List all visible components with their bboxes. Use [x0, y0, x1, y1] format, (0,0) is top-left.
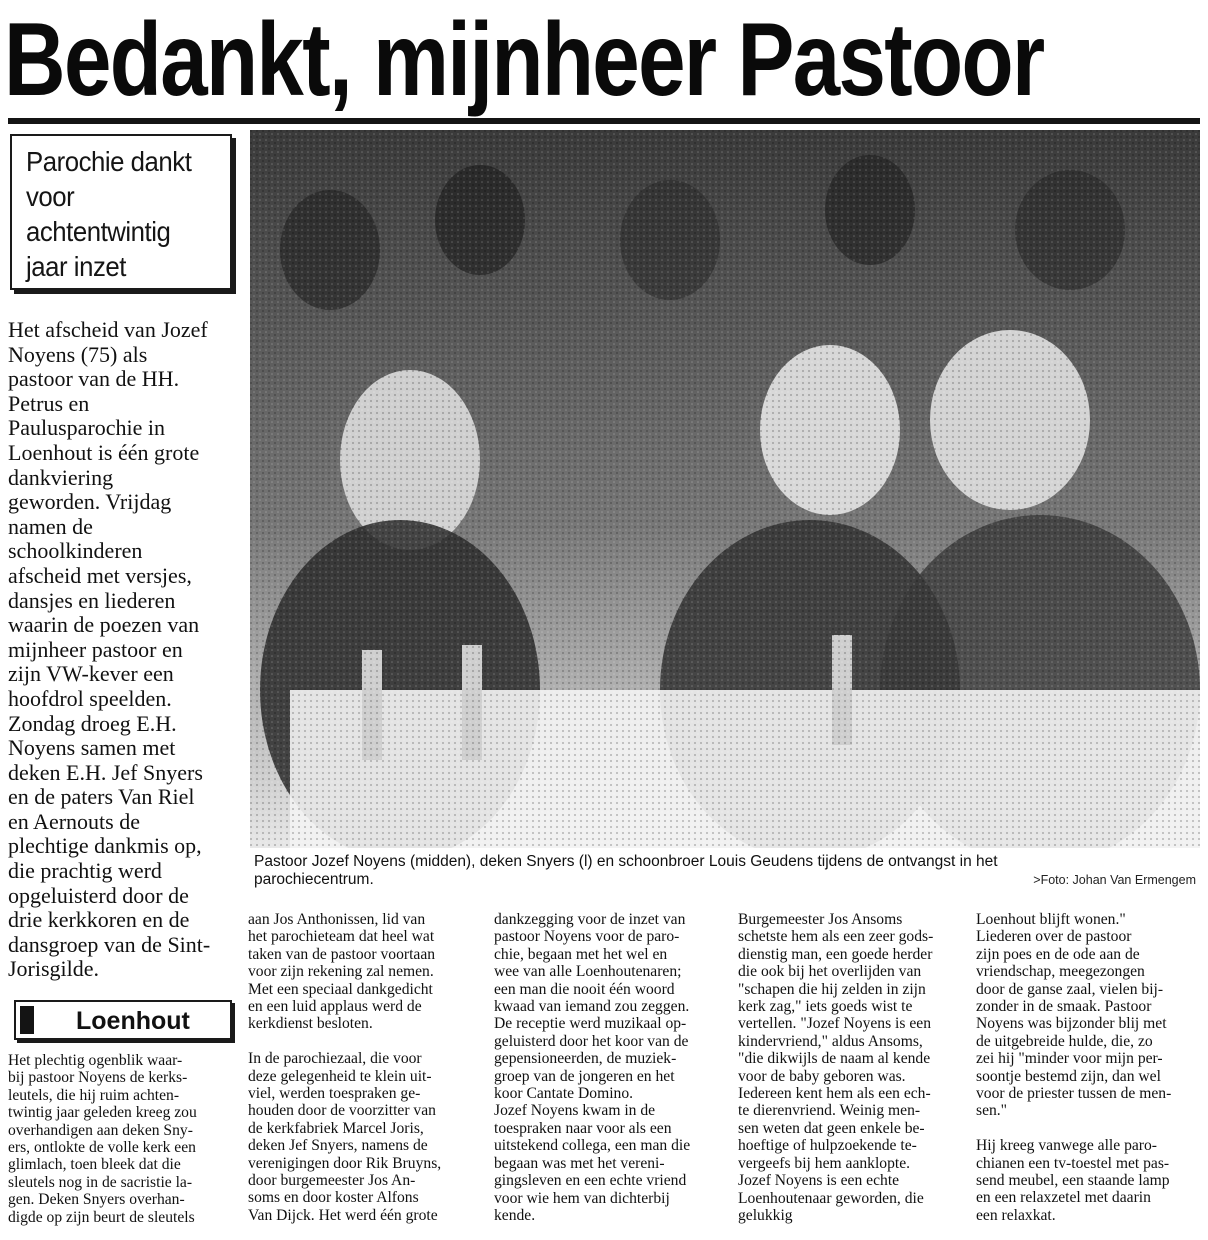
column-line: groep van de jongeren en het [494, 1067, 675, 1085]
lead-line: deken E.H. Jef Snyers [8, 759, 203, 785]
column-line: geluisterd door het koor van de [494, 1032, 689, 1050]
lead-line: Petrus en [8, 390, 90, 416]
subhead-line: jaar inzet [26, 251, 126, 282]
column-line: deze gelegenheid te klein uit- [248, 1067, 432, 1085]
column-line: digde op zijn beurt de sleutels [8, 1208, 195, 1226]
column-line: twintig jaar geleden kreeg zou [8, 1104, 197, 1122]
column-line: gelukkig [738, 1206, 793, 1224]
column-line: kende. [494, 1206, 536, 1224]
section-label-text: Loenhout [76, 1007, 190, 1035]
column-line: te dierenvriend. Weinig men- [738, 1102, 921, 1120]
column-line: sen weten dat geen enkele be- [738, 1119, 925, 1137]
article-column-3 [494, 911, 728, 1224]
subhead-line: achtentwintig [26, 216, 171, 247]
lead-line: plechtige dankmis op, [8, 833, 202, 859]
column-line: de kerkfabriek Marcel Joris, [248, 1119, 424, 1137]
lead-line: mijnheer pastoor en [8, 636, 183, 662]
column-line: chie, begaan met het wel en [494, 945, 668, 963]
column-line: Loenhout blijft wonen." [976, 911, 1126, 928]
lead-line: die prachtig werd [8, 858, 162, 884]
column-line: In de parochiezaal, die voor [248, 1050, 422, 1068]
lead-line: en de paters Van Riel [8, 784, 195, 810]
headline: Bedankt, mijnheer Pastoor [4, 2, 1044, 118]
column-line: kerkdienst besloten. [248, 1015, 373, 1033]
news-photo [250, 130, 1200, 848]
column-line: vriendschap, meegezongen [976, 963, 1145, 981]
column-line: taken van de pastoor voortaan [248, 945, 436, 963]
lead-line: dansgroep van de Sint- [8, 931, 211, 957]
column-line: toespraken naar voor als een [494, 1119, 672, 1137]
column-line: gingsleven en een echte vriend [494, 1172, 687, 1190]
column-line: "die dikwijls de naam al kende [738, 1050, 931, 1068]
article-column-5 [976, 911, 1202, 1224]
column-line: houden door de voorzitter van [248, 1102, 436, 1120]
column-line: gepensioneerden, de muziek- [494, 1050, 677, 1068]
lead-line: Loenhout is één grote [8, 439, 200, 465]
column-line: en een luid applaus werd de [248, 998, 422, 1016]
lead-line: schoolkinderen [8, 538, 143, 564]
column-line: Liederen over de pastoor [976, 928, 1132, 946]
column-line: die ook bij het overlijden van [738, 963, 922, 981]
lead-line: Noyens (75) als [8, 341, 148, 367]
lead-line: hoofdrol speelden. [8, 685, 172, 711]
column-line: Loenhoutenaar geworden, die [738, 1189, 924, 1207]
caption-line: parochiecentrum. [254, 871, 374, 888]
column-line: send meubel, een staande lamp [976, 1172, 1170, 1190]
column-line: een relaxkat. [976, 1206, 1056, 1224]
lead-line: namen de [8, 513, 93, 539]
lead-line: Noyens samen met [8, 735, 176, 761]
column-line: en een relaxzetel met daarin [976, 1189, 1151, 1207]
column-line: leutels, die hij ruim achten- [8, 1086, 180, 1104]
column-line: Jozef Noyens kwam in de [494, 1102, 656, 1120]
column-line: kindervriend," aldus Ansoms, [738, 1032, 923, 1050]
column-line: zei hij "minder voor mijn per- [976, 1050, 1163, 1068]
headline-rule [8, 118, 1200, 124]
column-line: Met een speciaal dankgedicht [248, 980, 433, 998]
column-line: overhandigen aan deken Sny- [8, 1121, 193, 1139]
column-line: De receptie werd muzikaal op- [494, 1015, 687, 1033]
lead-line: Paulusparochie in [8, 415, 166, 441]
column-line: voor wie hem van dichterbij [494, 1189, 670, 1207]
column-line: het parochieteam dat heel wat [248, 928, 435, 946]
column-line: Iedereen kent hem als een ech- [738, 1085, 931, 1103]
column-line: viel, werden toespraken ge- [248, 1085, 421, 1103]
column-line: door de ganse zaal, vielen bij- [976, 980, 1164, 998]
column-line: "schapen die hij zelden in zijn [738, 980, 926, 998]
column-line: wee van alle Loenhoutenaren; [494, 963, 682, 981]
column-line: soontje bestemd zijn, dan wel [976, 1067, 1161, 1085]
lead-line: en Aernouts de [8, 808, 140, 834]
column-line: vertellen. "Jozef Noyens is een [738, 1015, 931, 1033]
column-line: Noyens was bijzonder blij met [976, 1015, 1167, 1033]
subhead-box [10, 134, 232, 290]
column-line: Het plechtig ogenblik waar- [8, 1052, 183, 1069]
column-line: glimlach, toen bleek dat die [8, 1156, 181, 1174]
column-line: voor de baby geboren was. [738, 1067, 906, 1085]
column-line: soms en door koster Alfons [248, 1189, 419, 1207]
column-line: vergeefs bij hem aanklopte. [738, 1154, 911, 1172]
column-line: uitstekend collega, een man die [494, 1137, 691, 1155]
caption-line: Pastoor Jozef Noyens (midden), deken Snyers (l) en schoonbroer Louis Geudens tijdens de ontvangst in het [254, 853, 998, 870]
article-column-1 [8, 1052, 238, 1226]
lead-line: Het afscheid van Jozef [8, 317, 208, 342]
section-label-bar [20, 1006, 34, 1034]
column-line: door burgemeester Jos An- [248, 1172, 416, 1190]
column-line: dankzegging voor de inzet van [494, 911, 686, 928]
subhead-line: Parochie dankt [26, 146, 192, 177]
column-line: verenigingen door Rik Bruyns, [248, 1154, 442, 1172]
lead-line: waarin de poezen van [8, 612, 200, 638]
column-line: pastoor Noyens voor de paro- [494, 928, 680, 946]
column-line: begaan was met het vereni- [494, 1154, 665, 1172]
column-line: deken Jef Snyers, namens de [248, 1137, 428, 1155]
column-line: kerk zag," iets goeds wist te [738, 998, 913, 1016]
column-line: ers, ontlokte de volle kerk een [8, 1139, 196, 1157]
column-line: voor zijn rekening zal nemen. [248, 963, 434, 981]
column-line: Jozef Noyens is een echte [738, 1172, 900, 1190]
column-line: sleutels nog in de sacristie la- [8, 1173, 193, 1191]
lead-line: pastoor van de HH. [8, 366, 180, 392]
column-line: koor Cantate Domino. [494, 1085, 634, 1103]
column-line: schetste hem als een zeer gods- [738, 928, 934, 946]
column-line: Burgemeester Jos Ansoms [738, 911, 903, 928]
lead-line: opgeluisterd door de [8, 882, 189, 908]
paragraph-gap [976, 1120, 1202, 1137]
column-line: bij pastoor Noyens de kerks- [8, 1069, 188, 1087]
section-label [14, 1000, 232, 1040]
column-line: voor de priester tussen de men- [976, 1085, 1172, 1103]
column-line: sen." [976, 1102, 1008, 1120]
lead-line: dansjes en liederen [8, 587, 176, 613]
lead-paragraph [8, 318, 240, 982]
column-line: Hij kreeg vanwege alle paro- [976, 1137, 1157, 1155]
photo-credit: >Foto: Johan Van Ermengem [1033, 873, 1196, 887]
paragraph-gap [248, 1033, 484, 1050]
column-line: aan Jos Anthonissen, lid van [248, 911, 426, 928]
lead-line: Zondag droeg E.H. [8, 710, 177, 736]
column-line: kwaad van iemand zou zeggen. [494, 998, 690, 1016]
lead-line: drie kerkkoren en de [8, 907, 190, 933]
article-column-2 [248, 911, 484, 1224]
article-column-4 [738, 911, 964, 1224]
column-line: zijn poes en de ode aan de [976, 945, 1140, 963]
column-line: gen. Deken Snyers overhan- [8, 1191, 185, 1209]
lead-line: zijn VW-kever een [8, 661, 174, 687]
column-line: zonder in de smaak. Pastoor [976, 998, 1152, 1016]
lead-line: afscheid met versjes, [8, 562, 192, 588]
subhead-line: voor [26, 181, 75, 212]
column-line: dienstig man, een goede herder [738, 945, 933, 963]
lead-line: geworden. Vrijdag [8, 489, 172, 515]
column-line: hoeftige of hulpzoekende te- [738, 1137, 917, 1155]
column-line: een man die nooit één woord [494, 980, 675, 998]
column-line: de uitgebreide hulde, die, zo [976, 1032, 1153, 1050]
lead-line: Jorisgilde. [8, 956, 100, 982]
photo-placeholder-icon [250, 130, 1200, 848]
column-line: Van Dijck. Het werd één grote [248, 1206, 438, 1224]
lead-line: dankviering [8, 464, 114, 490]
column-line: chianen een tv-toestel met pas- [976, 1154, 1170, 1172]
